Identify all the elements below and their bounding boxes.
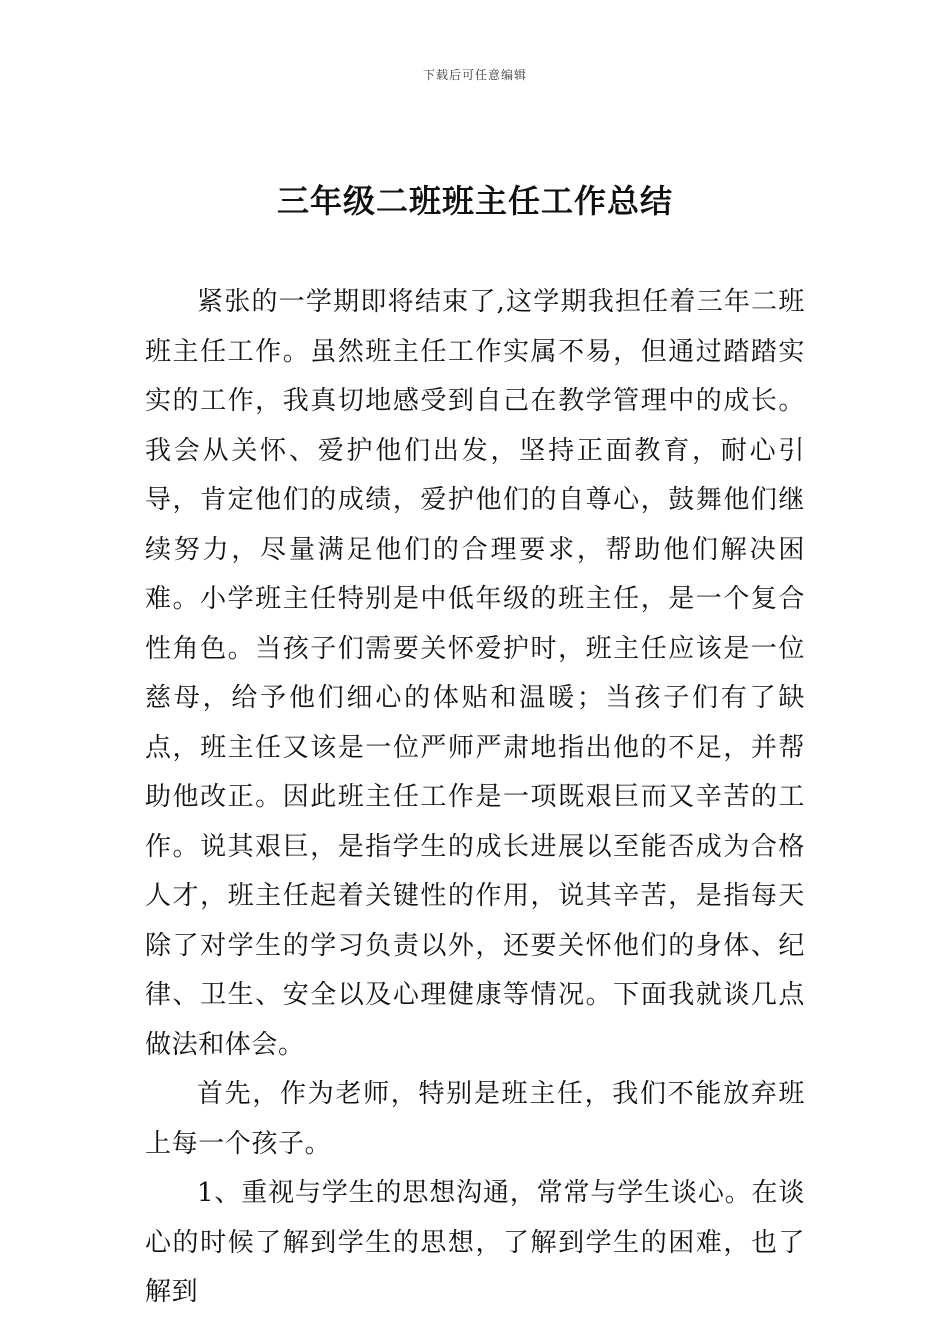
- header-note: 下载后可任意编辑: [422, 68, 527, 82]
- paragraph-first-point: 首先，作为老师，特别是班主任，我们不能放弃班上每一个孩子。: [145, 1079, 805, 1159]
- document-title: 三年级二班班主任工作总结: [276, 182, 673, 220]
- paragraph-intro: 紧张的一学期即将结束了,这学期我担任着三年二班班主任工作。虽然班主任工作实属不易，但通过踏踏实实的工作，我真切地感受到自己在教学管理中的成长。我会从关怀、爱护他们出发，坚持正面教育，耐心引导，肯定他们的成绩，爱护他们的自尊心，鼓舞他们继续努力，尽量满足他们的合理要求，帮助他们解决困难。小学班主任特别是中低年级的班主任，是一个复合性角色。当孩子们需要关怀爱护时，班主任应该是一位慈母，给予他们细心的体贴和温暖；当孩子们有了缺点，班主任又该是一位严师严肃地指出他的不足，并帮助他改正。因此班主任工作是一项既艰巨而又辛苦的工作。说其艰巨，是指学生的成长进展以至能否成为合格人才，班主任起着关键性的作用，说其辛苦，是指每天除了对学生的学习负责以外，还要关怀他们的身体、纪律、卫生、安全以及心理健康等情况。下面我就谈几点做法和体会。: [145, 287, 805, 1060]
- paragraph-item-1: 1、重视与学生的思想沟通，常常与学生谈心。在谈心的时候了解到学生的思想，了解到学生的困难，也了解到: [145, 1178, 805, 1307]
- document-body: [145, 278, 805, 1318]
